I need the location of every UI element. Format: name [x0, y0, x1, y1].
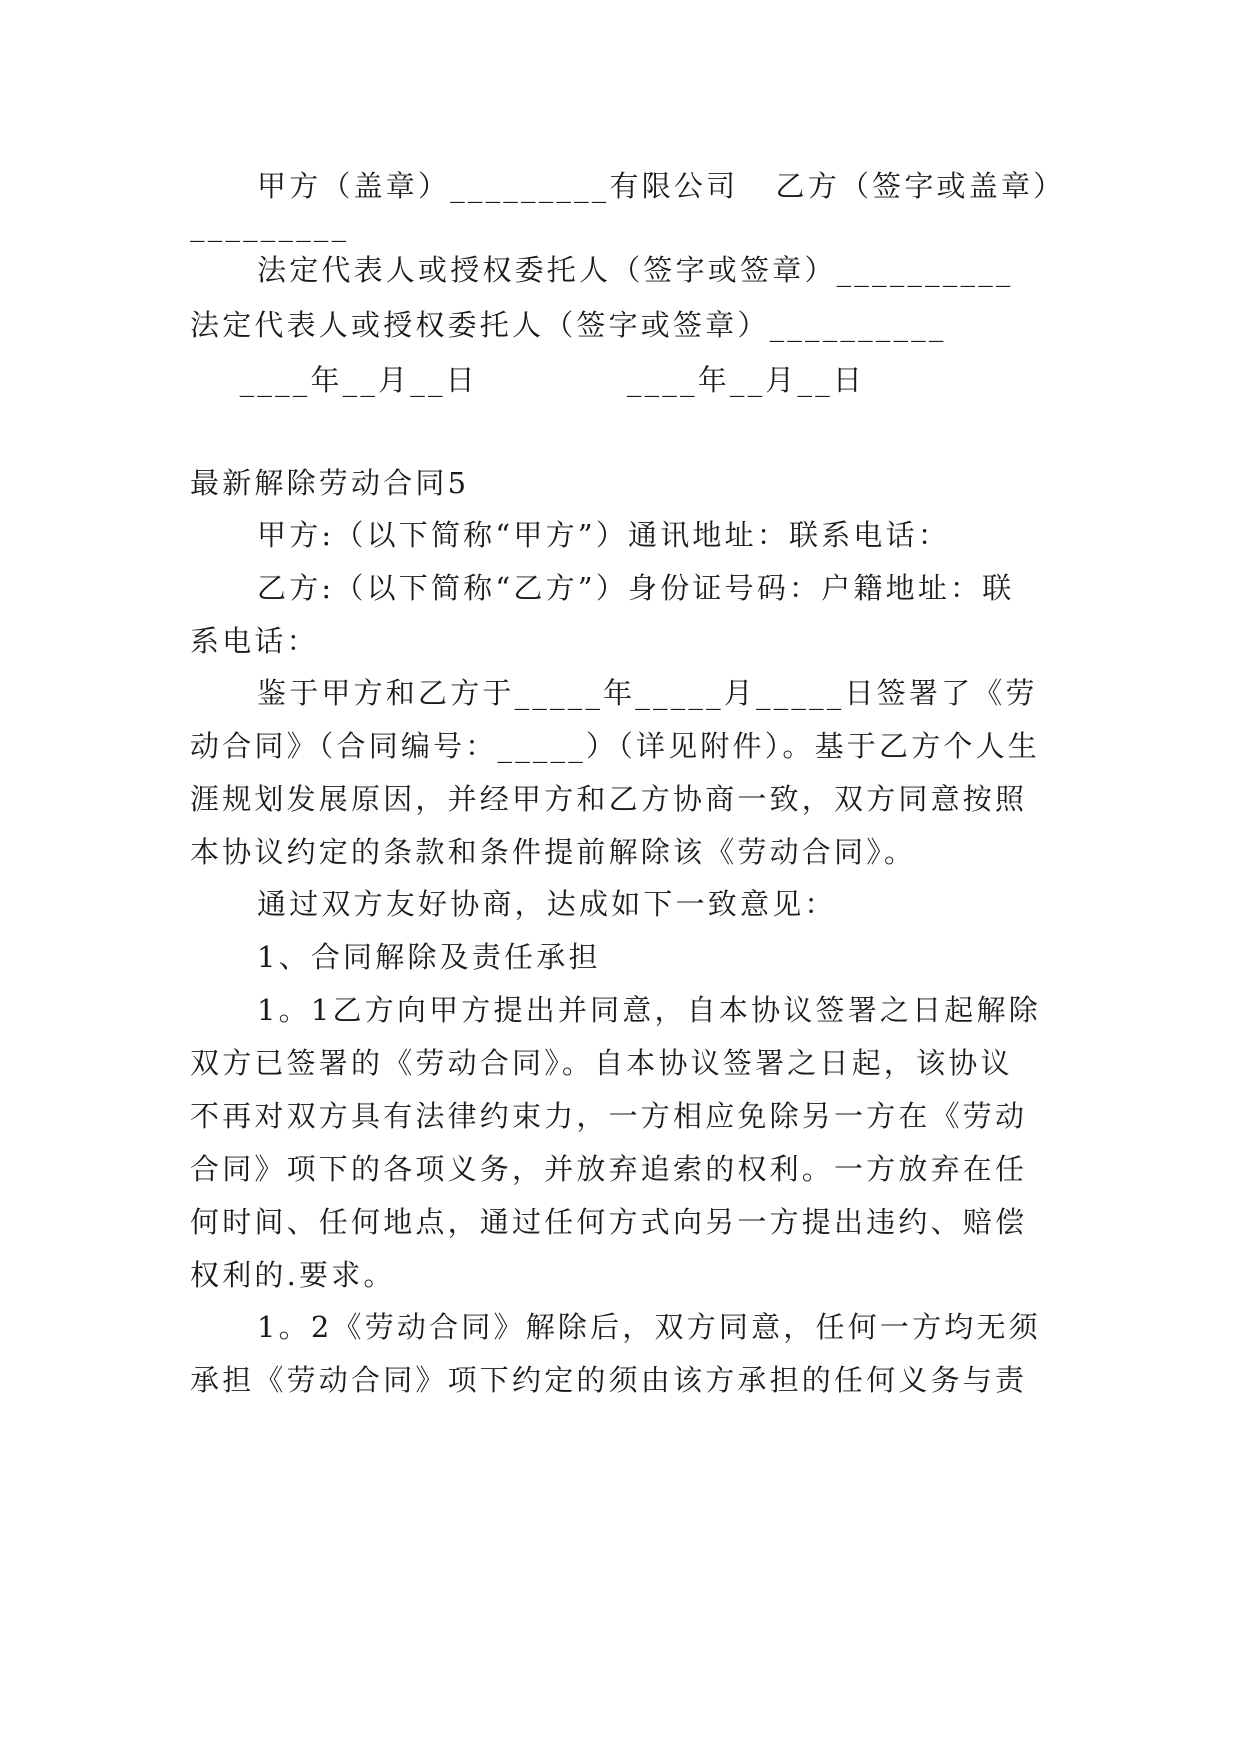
- paragraph-line: 不再对双方具有法律约束力，一方相应免除另一方在《劳动: [190, 1099, 1028, 1133]
- paragraph-line: 涯规划发展原因，并经甲方和乙方协商一致，双方同意按照: [190, 782, 1028, 816]
- party-a-info: 甲方:（以下简称“甲方”）通讯地址：联系电话：: [257, 518, 951, 552]
- paragraph-line: 动合同》（合同编号：_____）（详见附件）。基于乙方个人生: [190, 729, 1041, 763]
- paragraph-line: 通过双方友好协商，达成如下一致意见：: [257, 887, 837, 921]
- signature-line-parties: 甲方（盖章）_________有限公司 乙方（签字或盖章）: [257, 169, 1066, 203]
- representative-line-b: 法定代表人或授权委托人（签字或签章）__________: [190, 308, 947, 342]
- paragraph-line: 权利的.要求。: [190, 1258, 396, 1292]
- clause-heading: 1、合同解除及责任承担: [257, 940, 601, 974]
- paragraph-line: 1。2《劳动合同》解除后，双方同意，任何一方均无须: [257, 1310, 1041, 1344]
- party-b-info: 乙方:（以下简称“乙方”）身份证号码：户籍地址：联: [257, 571, 1015, 605]
- signature-line-blank: _________: [190, 208, 350, 242]
- paragraph-line: 鉴于甲方和乙方于_____年_____月_____日签署了《劳: [257, 676, 1038, 710]
- date-line: ____年__月__日 ____年__月__日: [190, 363, 866, 397]
- paragraph-line: 本协议约定的条款和条件提前解除该《劳动合同》。: [190, 835, 917, 869]
- paragraph-line: 1。1乙方向甲方提出并同意，自本协议签署之日起解除: [257, 993, 1041, 1027]
- paragraph-line: 何时间、任何地点，通过任何方式向另一方提出违约、赔偿: [190, 1205, 1028, 1239]
- section-title: 最新解除劳动合同5: [190, 466, 470, 500]
- representative-line-a: 法定代表人或授权委托人（签字或签章）__________: [257, 253, 1014, 287]
- paragraph-line: 双方已签署的《劳动合同》。自本协议签署之日起，该协议: [190, 1046, 1013, 1080]
- paragraph-line: 系电话：: [190, 624, 319, 658]
- paragraph-line: 承担《劳动合同》项下约定的须由该方承担的任何义务与责: [190, 1363, 1028, 1397]
- paragraph-line: 合同》项下的各项义务，并放弃追索的权利。一方放弃在任: [190, 1152, 1028, 1186]
